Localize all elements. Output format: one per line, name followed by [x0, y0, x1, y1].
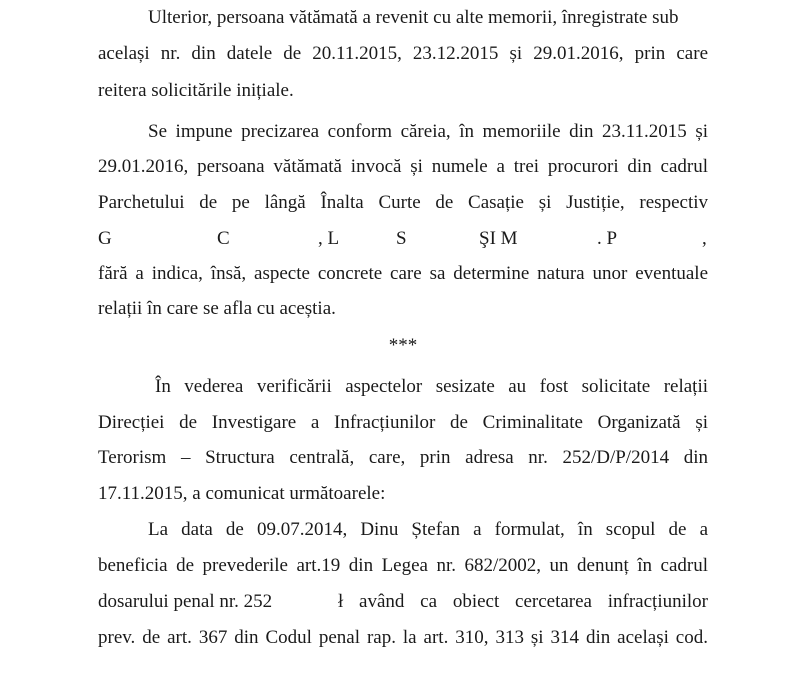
redacted-name-initial: C: [217, 228, 230, 249]
paragraph-2-line-2: 29.01.2016, persoana vătămată invocă și numele a trei procurori din cadrul: [98, 156, 708, 177]
paragraph-3-line-4: 17.11.2015, a comunicat următoarele:: [98, 483, 386, 504]
paragraph-3-line-1: În vederea verificării aspectelor sesizate au fost solicitate relații: [155, 376, 708, 397]
paragraph-1-line-2: același nr. din datele de 20.11.2015, 23.12.2015 și 29.01.2016, prin care: [98, 43, 708, 64]
paragraph-1-line-1: Ulterior, persoana vătămată a revenit cu alte memorii, înregistrate sub: [148, 7, 679, 28]
redacted-name-initial: G: [98, 228, 112, 249]
paragraph-2-line-5: fără a indica, însă, aspecte concrete care sa determine natura unor eventuale: [98, 263, 708, 284]
paragraph-3-line-3: Terorism – Structura centrală, care, prin adresa nr. 252/D/P/2014 din: [98, 447, 708, 468]
paragraph-1-line-3: reitera solicitările inițiale.: [98, 80, 294, 101]
paragraph-2-line-3: Parchetului de pe lângă Înalta Curte de Casație și Justiție, respectiv: [98, 192, 708, 213]
case-object-text: ł având ca obiect cercetarea infracțiunilor: [338, 591, 708, 612]
redacted-name-initial: , L: [318, 228, 340, 249]
paragraph-3-line-2: Direcției de Investigare a Infracțiunilor de Criminalitate Organizată și: [98, 412, 708, 433]
paragraph-4-line-1: La data de 09.07.2014, Dinu Ștefan a formulat, în scopul de a: [148, 519, 708, 540]
redacted-name-initial: . P: [597, 228, 618, 249]
redacted-name-initial: S: [396, 228, 407, 249]
case-number-redacted: dosarului penal nr. 252: [98, 591, 273, 612]
paragraph-2-line-1: Se impune precizarea conform căreia, în memoriile din 23.11.2015 și: [148, 121, 708, 142]
redacted-name-initial: ŞI M: [479, 228, 518, 249]
redacted-name-initial: ,: [702, 228, 707, 249]
paragraph-2-line-6: relații în care se afla cu aceștia.: [98, 298, 336, 319]
paragraph-4-line-4: prev. de art. 367 din Codul penal rap. la art. 310, 313 și 314 din același cod.: [98, 627, 708, 648]
section-separator: ***: [388, 335, 418, 356]
paragraph-4-line-2: beneficia de prevederile art.19 din Legea nr. 682/2002, un denunț în cadrul: [98, 555, 708, 576]
